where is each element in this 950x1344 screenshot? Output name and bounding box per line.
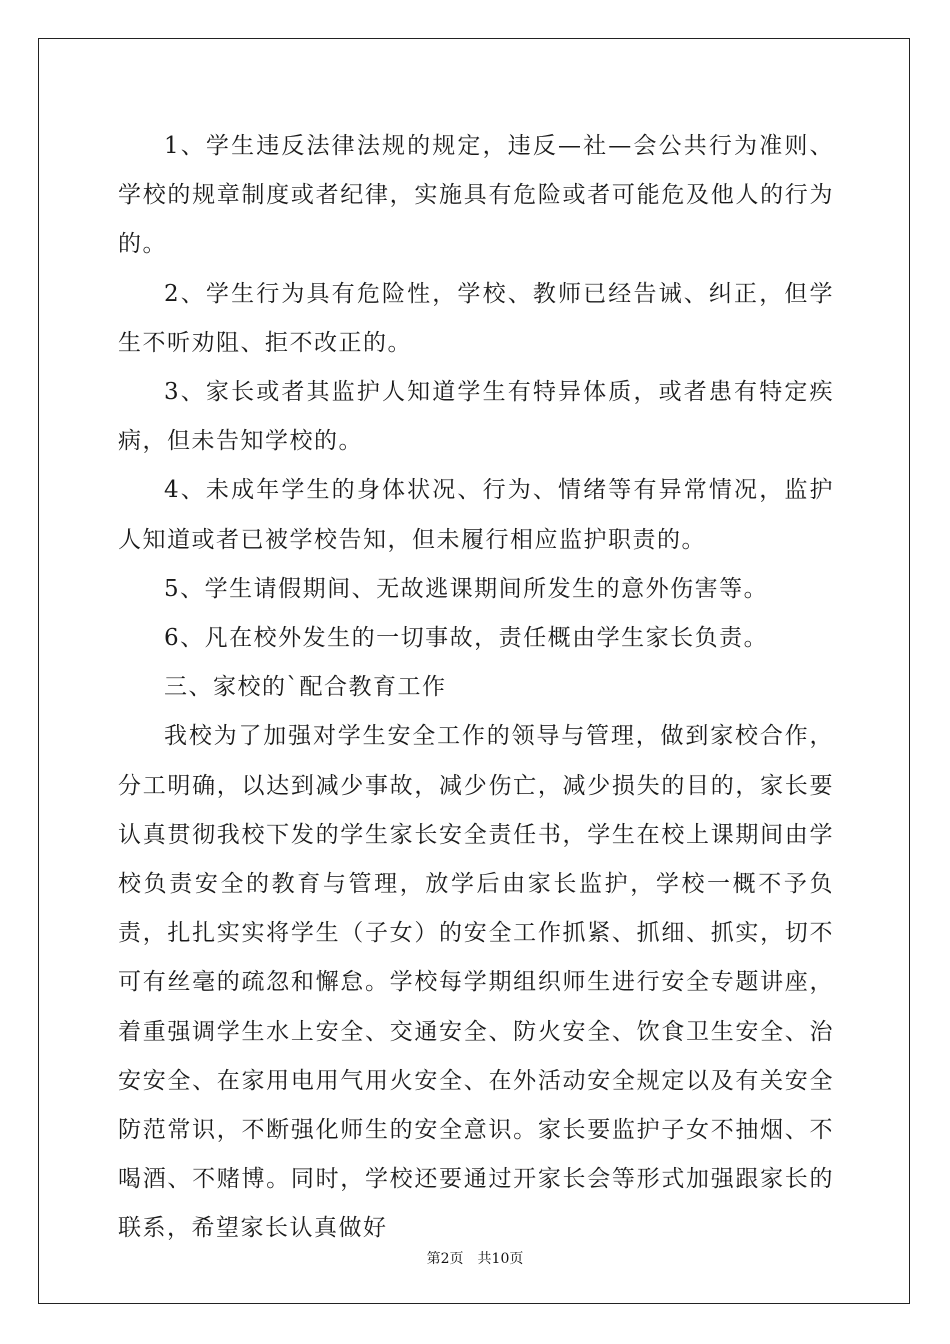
document-body [118,122,834,1254]
paragraph-item-2: 2、学生行为具有危险性，学校、教师已经告诫、纠正，但学生不听劝阻、拒不改正的。 [118,280,834,356]
paragraph-item-6: 6、凡在校外发生的一切事故，责任概由学生家长负责。 [164,625,769,652]
paragraph-item-5: 5、学生请假期间、无故逃课期间所发生的意外伤害等。 [164,575,769,602]
body-paragraph: 我校为了加强对学生安全工作的领导与管理，做到家校合作，分工明确，以达到减少事故，减少伤亡，减少损失的目的，家长要认真贯彻我校下发的学生家长安全责任书，学生在校上课期间由学校负责安全的教育与管理，放学后由家长监护，学校一概不予负责，扎扎实实将学生（子女）的安全工作抓紧、抓细、抓实，切不可有丝毫的疏忽和懈怠。学校每学期组织师生进行安全专题讲座，着重强调学生水上安全、交通安全、防火安全、饮食卫生安全、治安安全、在家用电用气用火安全、在外活动安全规定以及有关安全防范常识，不断强化师生的安全意识。家长要监护子女不抽烟、不喝酒、不赌博。同时，学校还要通过开家长会等形式加强跟家长的联系，希望家长认真做好 [118,723,834,1242]
paragraph-item-3: 3、家长或者其监护人知道学生有特异体质，或者患有特定疾病，但未告知学校的。 [118,379,834,455]
section-heading: 三、家校的`配合教育工作 [164,674,447,701]
page-footer: 第2页 共10页 [426,1251,524,1267]
paragraph-item-1: 1、学生违反法律法规的规定，违反—社—会公共行为准则、学校的规章制度或者纪律，实施具有危险或者可能危及他人的行为的。 [118,133,834,258]
paragraph-item-4: 4、未成年学生的身体状况、行为、情绪等有异常情况，监护人知道或者已被学校告知，但未履行相应监护职责的。 [118,477,834,553]
